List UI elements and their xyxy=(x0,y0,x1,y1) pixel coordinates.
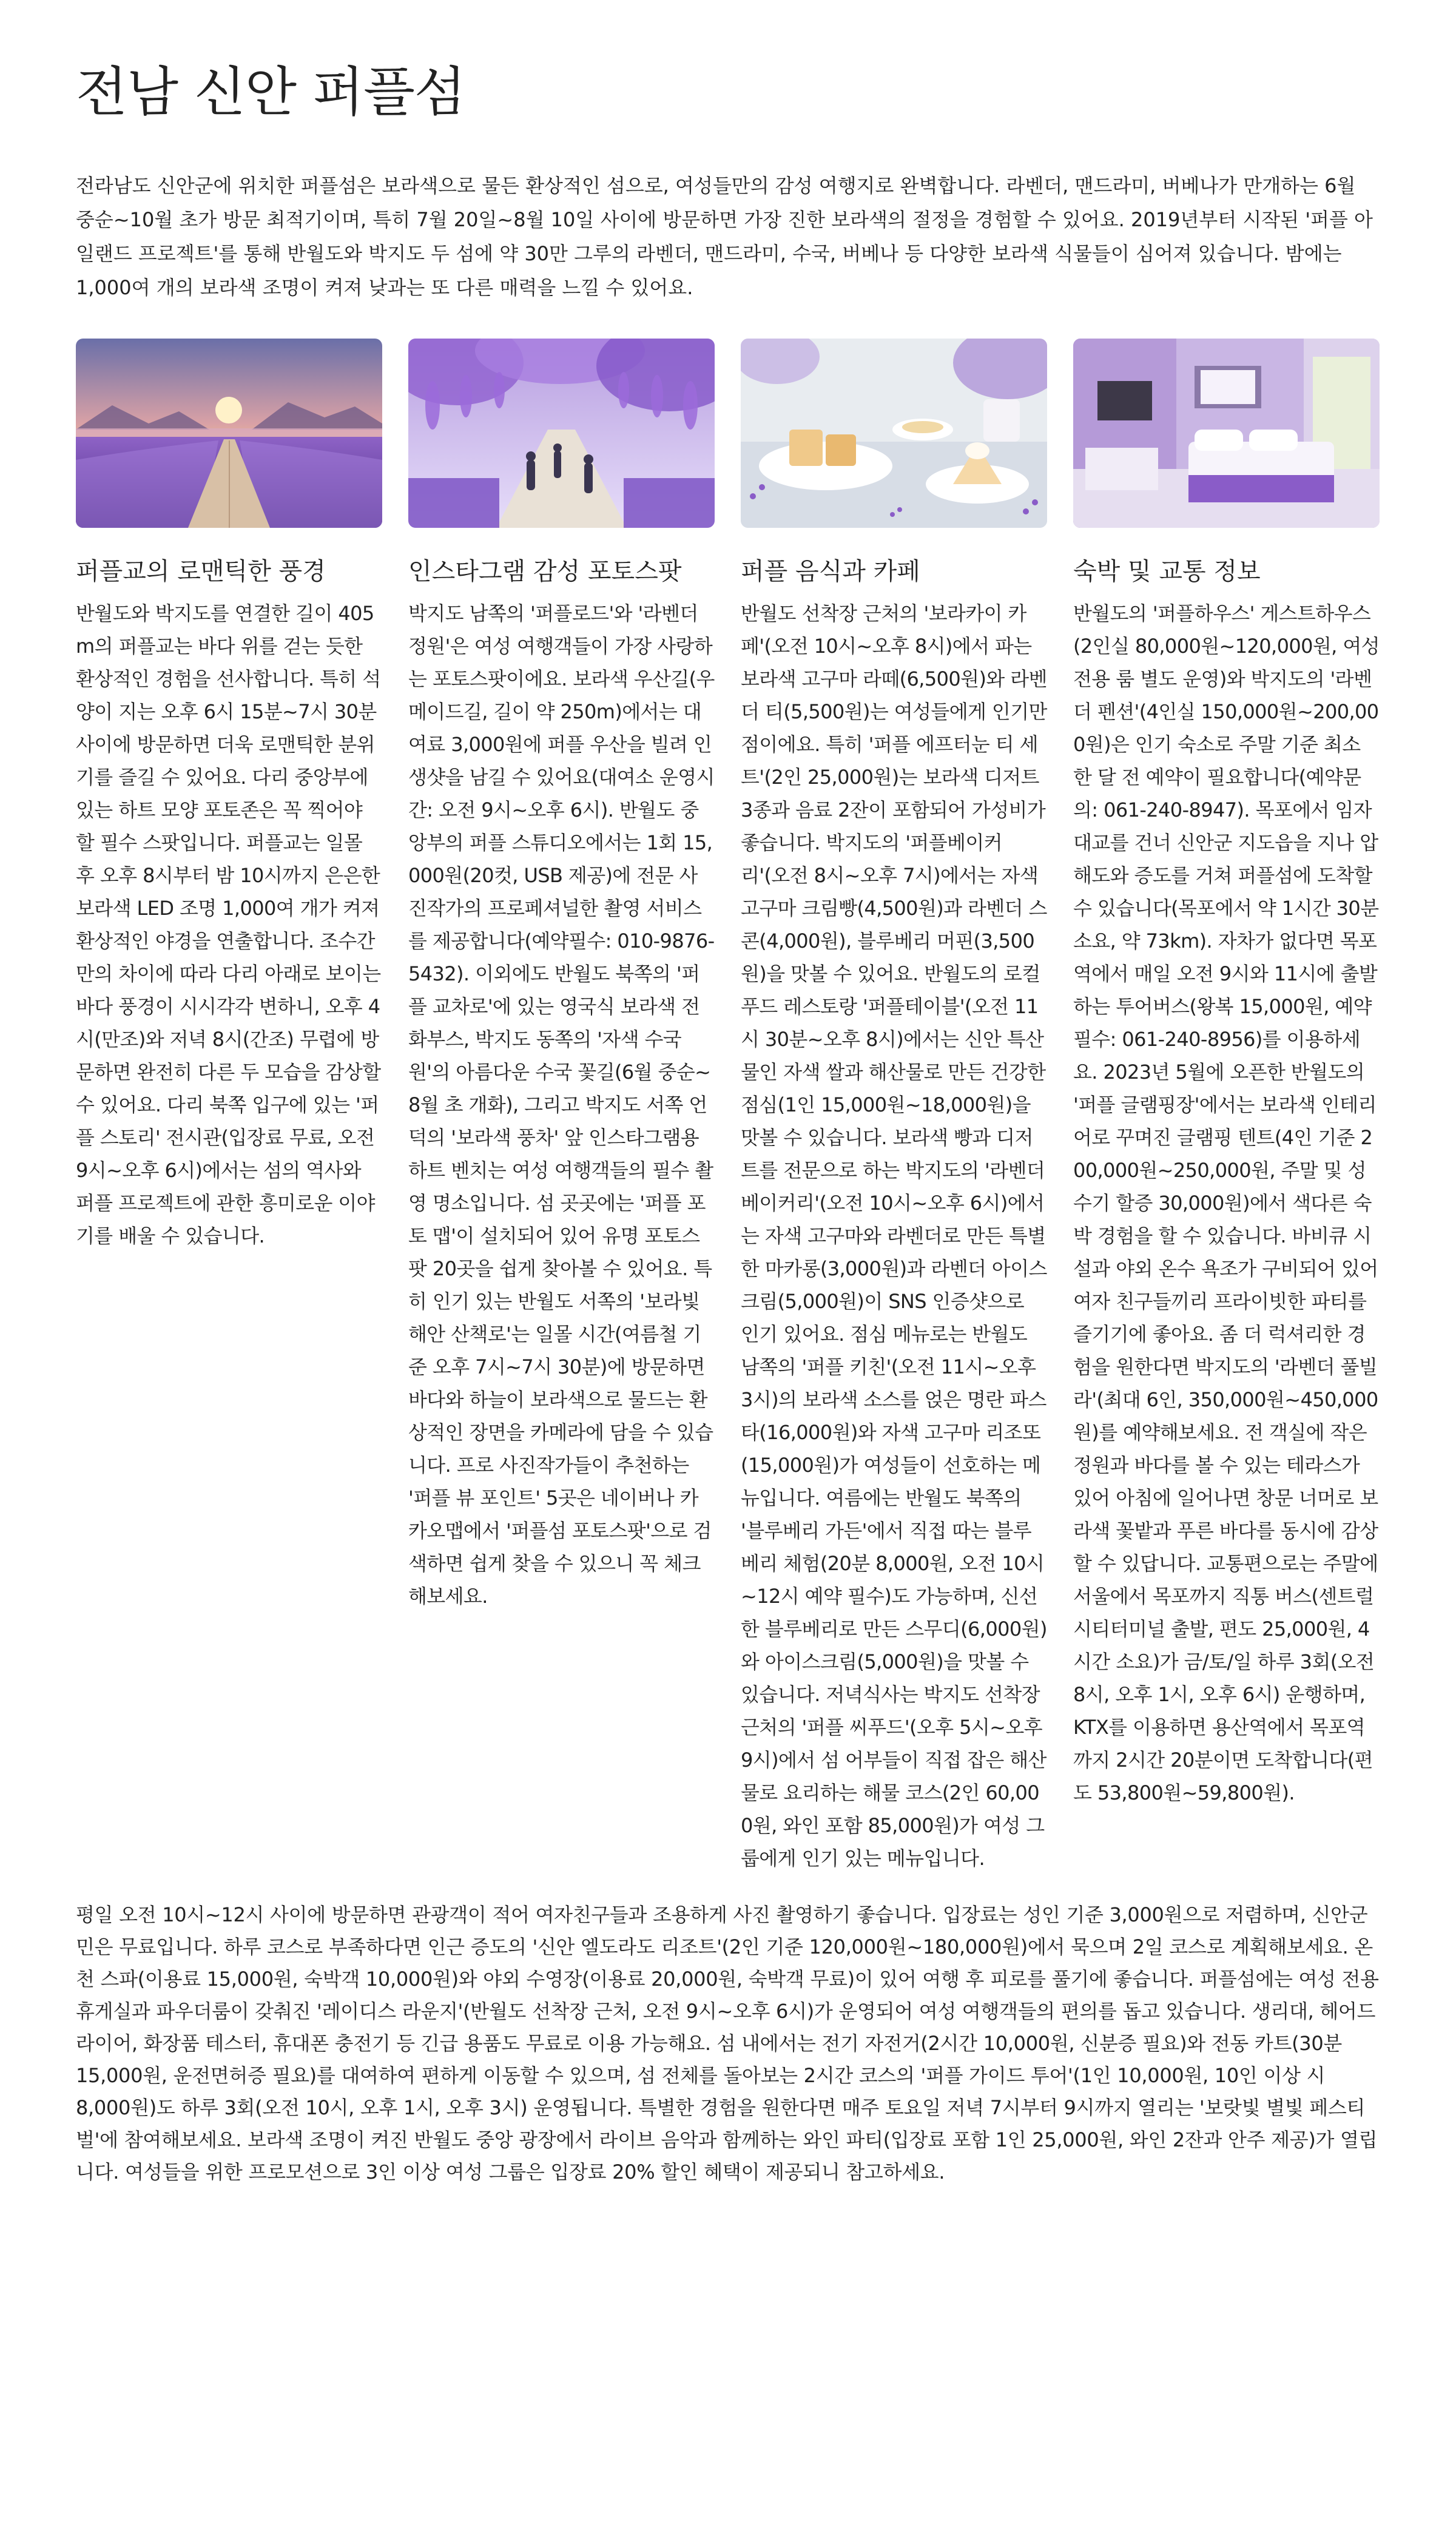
card-body: 반월도의 '퍼플하우스' 게스트하우스(2인실 80,000원~120,000원, 여성 전용 룸 별도 운영)와 박지도의 '라벤더 펜션'(4인실 150,000원~200,000원)은 인기 숙소로 주말 기준 최소 한 달 전 예약이 필요합니다(예약문의: 061-240-8947). 목포에서 임자대교를 건너 신안군 지도읍을 지나 압해도와 증도를 거쳐 퍼플섬에 도착할 수 있습니다(목포에서 약 1시간 30분 소요, 약 73km). 자차가 없다면 목포역에서 매일 오전 9시와 11시에 출발하는 투어버스(왕복 15,000원, 예약필수: 061-240-8956)를 이용하세요. 2023년 5월에 오픈한 반월도의 '퍼플 글램핑장'에서는 보라색 인테리어로 꾸며진 글램핑 텐트(4인 기준 200,000원~250,000원, 주말 및 성수기 할증 30,000원)에서 색다른 숙박 경험을 할 수 있습니다. 바비큐 시설과 야외 온수 욕조가 구비되어 있어 여자 친구들끼리 프라이빗한 파티를 즐기기에 좋아요. 좀 더 럭셔리한 경험을 원한다면 박지도의 '라벤더 풀빌라'(최대 6인, 350,000원~450,000원)를 예약해보세요. 전 객실에 작은 정원과 바다를 볼 수 있는 테라스가 있어 아침에 일어나면 창문 너머로 보라색 꽃밭과 푸른 바다를 동시에 감상할 수 있답니다. 교통편으로는 주말에 서울에서 목포까지 직통 버스(센트럴시티터미널 출발, 편도 25,000원, 4시간 소요)가 금/토/일 하루 3회(오전 8시, 오후 1시, 오후 6시) 운행하며, KTX를 이용하면 용산역에서 목포역까지 2시간 20분이면 도착합니다(편도 53,800원~59,800원). xyxy=(1073,602,1380,1804)
card-body: 반월도와 박지도를 연결한 길이 405m의 퍼플교는 바다 위를 걷는 듯한 환상적인 경험을 선사합니다. 특히 석양이 지는 오후 6시 15분~7시 30분 사이에 방문하면 더욱 로맨틱한 분위기를 즐길 수 있어요. 다리 중앙부에 있는 하트 모양 포토존은 꼭 찍어야 할 필수 스팟입니다. 퍼플교는 일몰 후 오후 8시부터 밤 10시까지 은은한 보라색 LED 조명 1,000여 개가 켜져 환상적인 야경을 연출합니다. 조수간만의 차이에 따라 다리 아래로 보이는 바다 풍경이 시시각각 변하니, 오후 4시(만조)와 저녁 8시(간조) 무렵에 방문하면 완전히 다른 두 모습을 감상할 수 있어요. 다리 북쪽 입구에 있는 '퍼플 스토리' 전시관(입장료 무료, 오전 9시~오후 6시)에서는 섬의 역사와 퍼플 프로젝트에 관한 흥미로운 이야기를 배울 수 있습니다. xyxy=(76,602,381,1247)
cards-grid xyxy=(76,339,1380,1875)
card-title: 숙박 및 교통 정보 xyxy=(1073,558,1261,585)
card-title: 인스타그램 감성 포토스팟 xyxy=(408,558,682,585)
card-body: 반월도 선착장 근처의 '보라카이 카페'(오전 10시~오후 8시)에서 파는 보라색 고구마 라떼(6,500원)와 라벤더 티(5,500원)는 여성들에게 인기만점이에요. 특히 '퍼플 에프터눈 티 세트'(2인 25,000원)는 보라색 디저트 3종과 음료 2잔이 포함되어 가성비가 좋습니다. 박지도의 '퍼플베이커리'(오전 8시~오후 7시)에서는 자색고구마 크림빵(4,500원)과 라벤더 스콘(4,000원), 블루베리 머핀(3,500원)을 맛볼 수 있어요. 반월도의 로컬푸드 레스토랑 '퍼플테이블'(오전 11시 30분~오후 8시)에서는 신안 특산물인 자색 쌀과 해산물로 만든 건강한 점심(1인 15,000원~18,000원)을 맛볼 수 있습니다. 보라색 빵과 디저트를 전문으로 하는 박지도의 '라벤더 베이커리'(오전 10시~오후 6시)에서는 자색 고구마와 라벤더로 만든 특별한 마카롱(3,000원)과 라벤더 아이스크림(5,000원)이 SNS 인증샷으로 인기 있어요. 점심 메뉴로는 반월도 남쪽의 '퍼플 키친'(오전 11시~오후 3시)의 보라색 소스를 얹은 명란 파스타(16,000원)와 자색 고구마 리조또(15,000원)가 여성들이 선호하는 메뉴입니다. 여름에는 반월도 북쪽의 '블루베리 가든'에서 직접 따는 블루베리 체험(20분 8,000원, 오전 10시~12시 예약 필수)도 가능하며, 신선한 블루베리로 만든 스무디(6,000원)와 아이스크림(5,000원)을 맛볼 수 있습니다. 저녁식사는 박지도 선착장 근처의 '퍼플 씨푸드'(오후 5시~오후 9시)에서 섬 어부들이 직접 잡은 해산물로 요리하는 해물 코스(2인 60,000원, 와인 포함 85,000원)가 여성 그룹에게 인기 있는 메뉴입니다. xyxy=(741,602,1047,1870)
card-title: 퍼플 음식과 카페 xyxy=(741,558,920,585)
card-photospot xyxy=(408,339,715,1875)
purple-bedroom-image xyxy=(1073,339,1380,528)
card-bridge xyxy=(76,339,382,1875)
card-body: 박지도 남쪽의 '퍼플로드'와 '라벤더 정원'은 여성 여행객들이 가장 사랑하는 포토스팟이에요. 보라색 우산길(우메이드길, 길이 약 250m)에서는 대여료 3,000원에 퍼플 우산을 빌려 인생샷을 남길 수 있어요(대여소 운영시간: 오전 9시~오후 6시). 반월도 중앙부의 퍼플 스튜디오에서는 1회 15,000원(20컷, USB 제공)에 전문 사진작가의 프로페셔널한 촬영 서비스를 제공합니다(예약필수: 010-9876-5432). 이외에도 반월도 북쪽의 '퍼플 교차로'에 있는 영국식 보라색 전화부스, 박지도 동쪽의 '자색 수국원'의 아름다운 수국 꽃길(6월 중순~8월 초 개화), 그리고 박지도 서쪽 언덕의 '보라색 풍차' 앞 인스타그램용 하트 벤치는 여성 여행객들의 필수 촬영 명소입니다. 섬 곳곳에는 '퍼플 포토 맵'이 설치되어 있어 유명 포토스팟 20곳을 쉽게 찾아볼 수 있어요. 특히 인기 있는 반월도 서쪽의 '보라빛 해안 산책로'는 일몰 시간(여름철 기준 오후 7시~7시 30분)에 방문하면 바다와 하늘이 보라색으로 물드는 환상적인 장면을 카메라에 담을 수 있습니다. 프로 사진작가들이 추천하는 '퍼플 뷰 포인트' 5곳은 네이버나 카카오맵에서 '퍼플섬 포토스팟'으로 검색하면 쉽게 찾을 수 있으니 꼭 체크해보세요. xyxy=(408,602,715,1608)
card-title: 퍼플교의 로맨틱한 풍경 xyxy=(76,558,326,585)
card-lodging xyxy=(1073,339,1380,1875)
page-title: 전남 신안 퍼플섬 xyxy=(76,61,466,123)
bridge-sunset-image xyxy=(76,339,382,528)
wisteria-tunnel-image xyxy=(408,339,715,528)
footer-paragraph: 평일 오전 10시~12시 사이에 방문하면 관광객이 적어 여자친구들과 조용하게 사진 촬영하기 좋습니다. 입장료는 성인 기준 3,000원으로 저렴하며, 신안군민은 무료입니다. 하루 코스로 부족하다면 인근 증도의 '신안 엘도라도 리조트'(2인 기준 120,000원~180,000원)에서 묵으며 2일 코스로 계획해보세요. 온천 스파(이용료 15,000원, 숙박객 10,000원)와 야외 수영장(이용료 20,000원, 숙박객 무료)이 있어 여행 후 피로를 풀기에 좋습니다. 퍼플섬에는 여성 전용 휴게실과 파우더룸이 갖춰진 '레이디스 라운지'(반월도 선착장 근처, 오전 9시~오후 6시)가 운영되어 여성 여행객들의 편의를 돕고 있습니다. 생리대, 헤어드라이어, 화장품 테스터, 휴대폰 충전기 등 긴급 용품도 무료로 이용 가능해요. 섬 내에서는 전기 자전거(2시간 10,000원, 신분증 필요)와 전동 카트(30분 15,000원, 운전면허증 필요)를 대여하여 편하게 이동할 수 있으며, 섬 전체를 돌아보는 2시간 코스의 '퍼플 가이드 투어'(1인 10,000원, 10인 이상 시 8,000원)도 하루 3회(오전 10시, 오후 1시, 오후 3시) 운영됩니다. 특별한 경험을 원한다면 매주 토요일 저녁 7시부터 9시까지 열리는 '보랏빛 별빛 페스티벌'에 참여해보세요. 보라색 조명이 켜진 반월도 중앙 광장에서 라이브 음악과 함께하는 와인 파티(입장료 포함 1인 25,000원, 와인 2잔과 안주 제공)가 열립니다. 여성들을 위한 프로모션으로 3인 이상 여성 그룹은 입장료 20% 할인 혜택이 제공되니 참고하세요. xyxy=(76,1903,1379,2184)
intro-paragraph: 전라남도 신안군에 위치한 퍼플섬은 보라색으로 물든 환상적인 섬으로, 여성들만의 감성 여행지로 완벽합니다. 라벤더, 맨드라미, 버베나가 만개하는 6월 중순~10월 초가 방문 최적기이며, 특히 7월 20일~8월 10일 사이에 방문하면 가장 진한 보라색의 절정을 경험할 수 있어요. 2019년부터 시작된 '퍼플 아일랜드 프로젝트'를 통해 반월도와 박지도 두 섬에 약 30만 그루의 라벤더, 맨드라미, 수국, 버베나 등 다양한 보라색 식물들이 심어져 있습니다. 밤에는 1,000여 개의 보라색 조명이 켜져 낮과는 또 다른 매력을 느낄 수 있어요. xyxy=(76,174,1373,299)
purple-dessert-image xyxy=(741,339,1047,528)
card-food xyxy=(741,339,1047,1875)
